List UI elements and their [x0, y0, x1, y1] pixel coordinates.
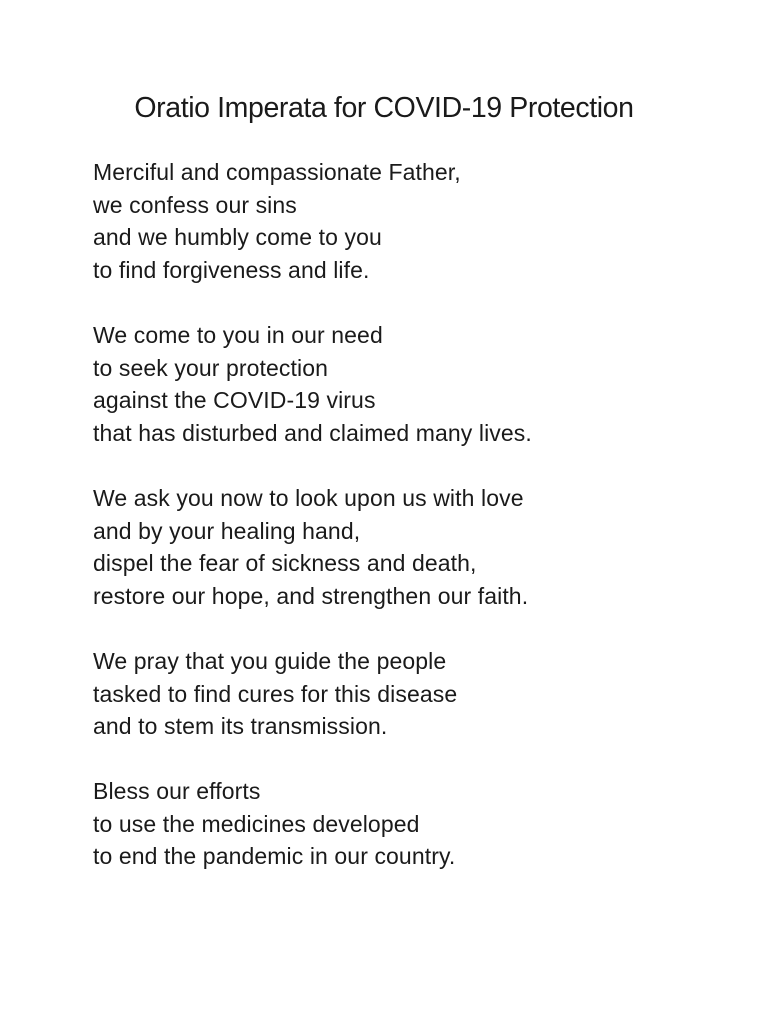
prayer-line: tasked to find cures for this disease — [93, 680, 458, 707]
document-title: Oratio Imperata for COVID-19 Protection — [134, 92, 634, 124]
prayer-line: and we humbly come to you — [93, 224, 382, 251]
prayer-line: Bless our efforts — [93, 778, 261, 805]
stanza-4 — [93, 645, 728, 743]
prayer-line: Merciful and compassionate Father, — [93, 159, 461, 185]
prayer-line: to use the medicines developed — [93, 810, 420, 837]
prayer-line: to find forgiveness and life. — [93, 256, 370, 283]
prayer-line: We come to you in our need — [93, 321, 383, 348]
prayer-line: dispel the fear of sickness and death, — [93, 550, 477, 577]
prayer-line: We pray that you guide the people — [93, 647, 447, 674]
prayer-line: we confess our sins — [93, 191, 297, 218]
prayer-line: We ask you now to look upon us with love — [93, 484, 524, 511]
stanza-5 — [93, 775, 728, 873]
prayer-line: that has disturbed and claimed many lives. — [93, 419, 532, 446]
prayer-line: restore our hope, and strengthen our faith. — [93, 582, 529, 609]
stanza-3 — [93, 482, 728, 612]
prayer-line: and by your healing hand, — [93, 517, 361, 544]
prayer-line: against the COVID-19 virus — [93, 387, 376, 414]
prayer-line: to seek your protection — [93, 354, 328, 381]
stanza-1 — [93, 156, 728, 286]
prayer-line: to end the pandemic in our country. — [93, 843, 456, 870]
prayer-body — [93, 156, 728, 906]
prayer-line: and to stem its transmission. — [93, 713, 388, 740]
stanza-2 — [93, 319, 728, 449]
